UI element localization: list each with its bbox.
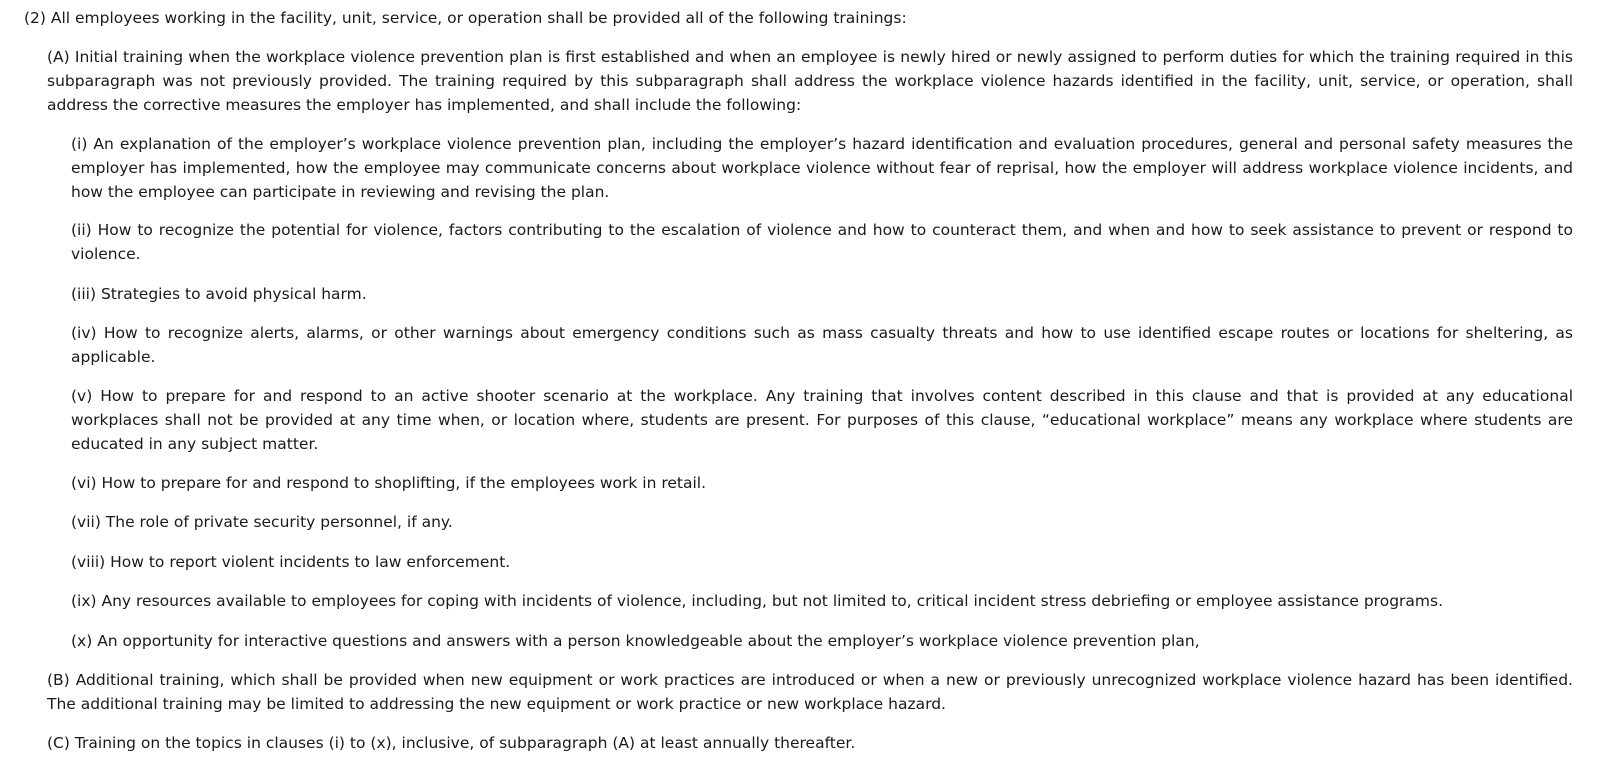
clause-iv: (iv) How to recognize alerts, alarms, or other warnings about emergency conditions such as mass casualty threats and how to use identified escape routes or locations for sheltering, as applicable. <box>71 324 1573 366</box>
clause-iii: (iii) Strategies to avoid physical harm. <box>71 285 367 303</box>
clause-vii: (vii) The role of private security personnel, if any. <box>71 513 453 531</box>
clause-ix: (ix) Any resources available to employees for coping with incidents of violence, including, but not limited to, critical incident stress debriefing or employee assistance programs. <box>71 592 1444 610</box>
subparagraph-c: (C) Training on the topics in clauses (i) to (x), inclusive, of subparagraph (A) at least annually thereafter. <box>47 734 856 752</box>
clause-v: (v) How to prepare for and respond to an active shooter scenario at the workplace. Any training that involves content described in this clause and that is provided at any educational workplaces shall not be provided at any time when, or location where, students are present. For purposes of this clause, “educational workplace” means any workplace where students are educated in any subject matter. <box>71 387 1573 453</box>
clause-vi: (vi) How to prepare for and respond to shoplifting, if the employees work in retail. <box>71 474 707 492</box>
subparagraph-a: (A) Initial training when the workplace violence prevention plan is first established and when an employee is newly hired or newly assigned to perform duties for which the training required in this subparagraph was not previously provided. The training required by this subparagraph shall address the workplace violence hazards identified in the facility, unit, service, or operation, shall address the corrective measures the employer has implemented, and shall include the following: <box>47 48 1573 114</box>
subparagraph-b: (B) Additional training, which shall be provided when new equipment or work practices are introduced or when a new or previously unrecognized workplace violence hazard has been identified. The additional training may be limited to addressing the new equipment or work practice or new workplace hazard. <box>47 671 1573 713</box>
clause-viii: (viii) How to report violent incidents to law enforcement. <box>71 553 511 571</box>
clause-ii: (ii) How to recognize the potential for violence, factors contributing to the escalation of violence and how to counteract them, and when and how to seek assistance to prevent or respond to violence. <box>71 221 1573 263</box>
clause-x: (x) An opportunity for interactive questions and answers with a person knowledgeable about the employer’s workplace violence prevention plan, <box>71 632 1200 650</box>
paragraph-2: (2) All employees working in the facility, unit, service, or operation shall be provided all of the following trainings: <box>24 9 907 27</box>
clause-i: (i) An explanation of the employer’s workplace violence prevention plan, including the employer’s hazard identification and evaluation procedures, general and personal safety measures the employer has implemented, how the employee may communicate concerns about workplace violence without fear of reprisal, how the employer will address workplace violence incidents, and how the employee can participate in reviewing and revising the plan. <box>71 135 1573 201</box>
